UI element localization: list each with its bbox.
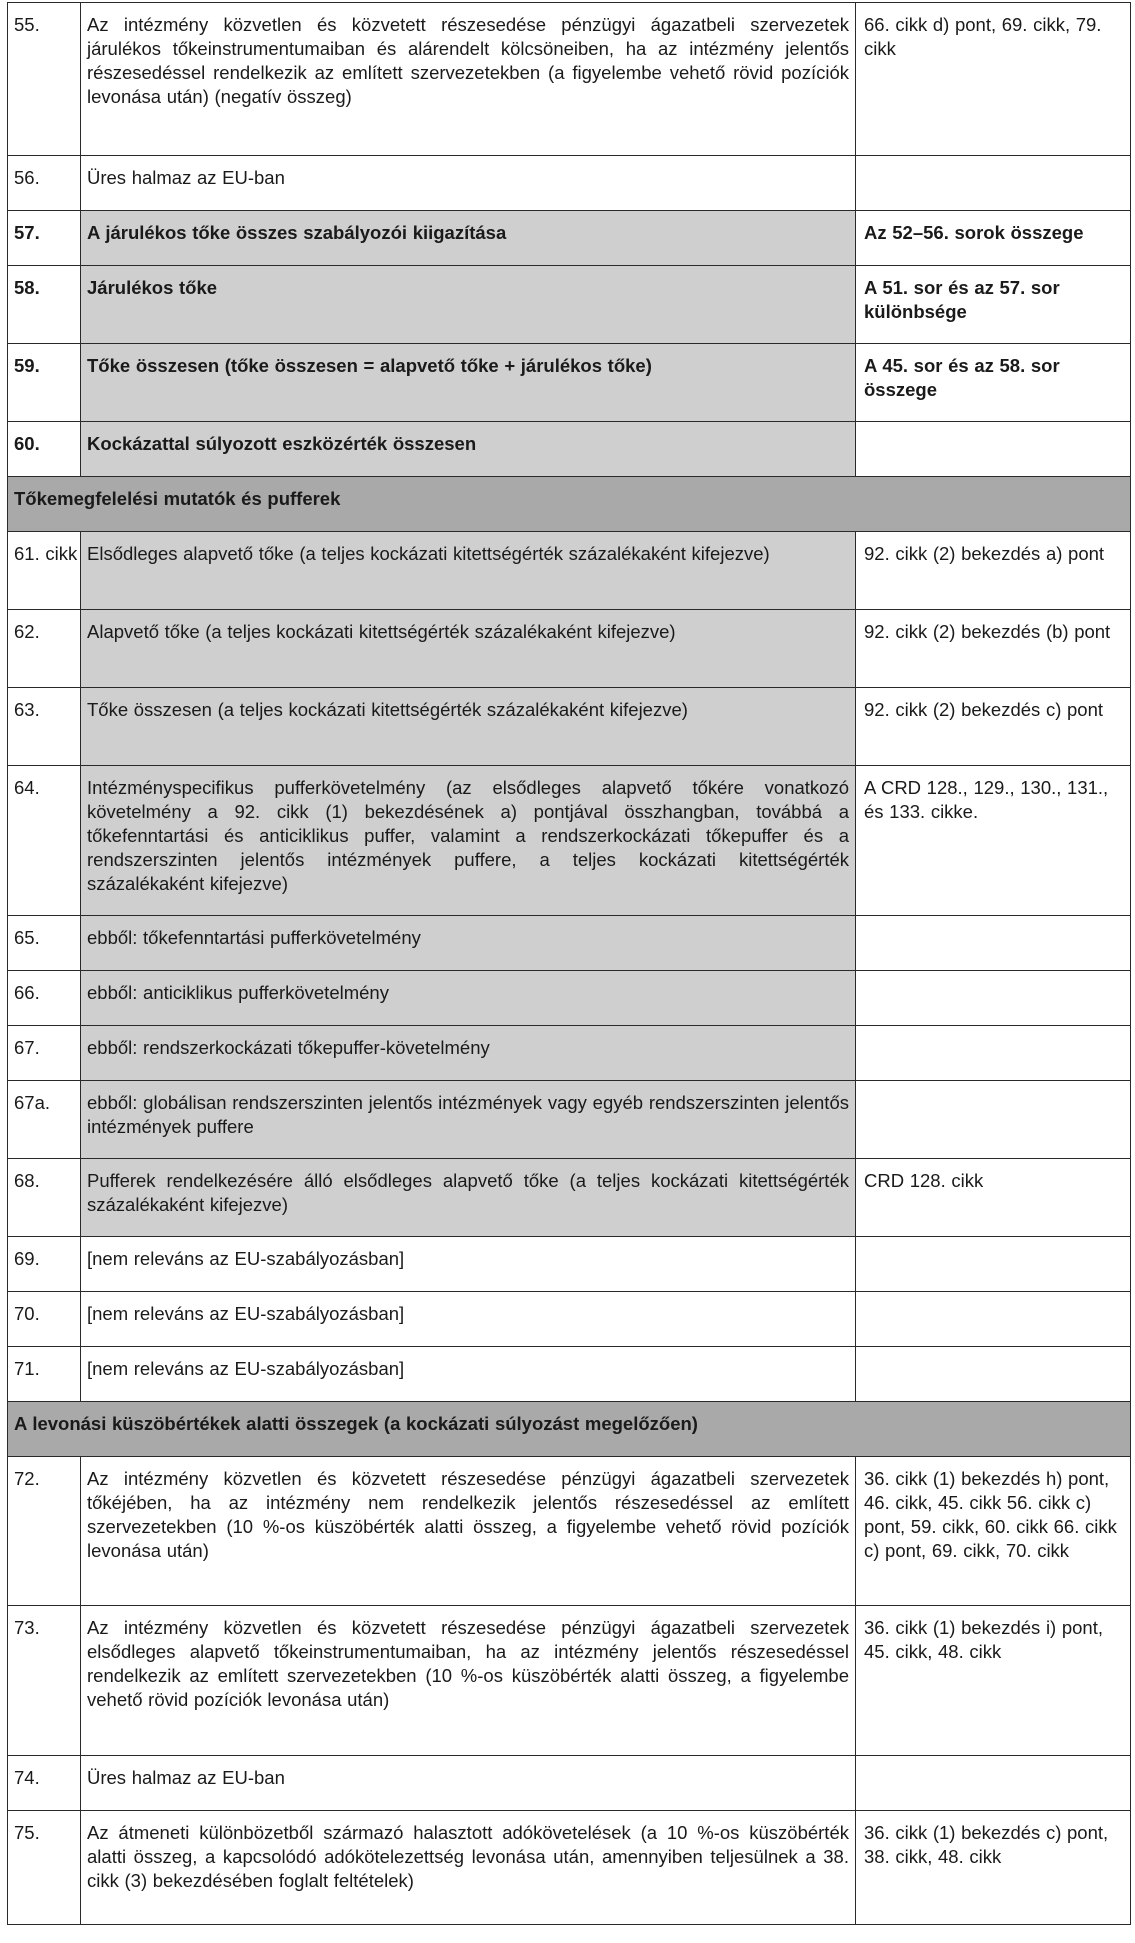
row-description: Üres halmaz az EU-ban — [81, 156, 856, 211]
row-number: 59. — [8, 344, 81, 422]
row-number: 56. — [8, 156, 81, 211]
row-description: Kockázattal súlyozott eszközérték összesen — [81, 422, 856, 477]
regulatory-capital-table — [7, 2, 1131, 1925]
row-legal-reference — [856, 422, 1131, 477]
row-description: Üres halmaz az EU-ban — [81, 1756, 856, 1811]
row-legal-reference: Az 52–56. sorok összege — [856, 211, 1131, 266]
row-number: 65. — [8, 916, 81, 971]
row-description: Járulékos tőke — [81, 266, 856, 344]
row-description: [nem releváns az EU-szabályozásban] — [81, 1292, 856, 1347]
row-number: 63. — [8, 688, 81, 766]
table-row — [8, 1237, 1131, 1292]
row-number: 71. — [8, 1347, 81, 1402]
row-legal-reference — [856, 1026, 1131, 1081]
table-row — [8, 211, 1131, 266]
row-legal-reference — [856, 1292, 1131, 1347]
row-number: 58. — [8, 266, 81, 344]
row-number: 73. — [8, 1606, 81, 1756]
row-legal-reference: 36. cikk (1) bekezdés i) pont, 45. cikk, 48. cikk — [856, 1606, 1131, 1756]
row-description: Az átmeneti különbözetből származó halasztott adókövetelések (a 10 %-os küszöbérték alatti összeg, a kapcsolódó adókötelezettség levonása után, amennyiben teljesülnek a 38. cikk (3) bekezdésében foglalt feltételek) — [81, 1811, 856, 1925]
row-number: 61. cikk — [8, 532, 81, 610]
row-legal-reference: 36. cikk (1) bekezdés c) pont, 38. cikk, 48. cikk — [856, 1811, 1131, 1925]
table-row — [8, 1457, 1131, 1606]
row-number: 69. — [8, 1237, 81, 1292]
table-row — [8, 1159, 1131, 1237]
row-legal-reference: 92. cikk (2) bekezdés a) pont — [856, 532, 1131, 610]
table-row — [8, 971, 1131, 1026]
row-description: Pufferek rendelkezésére álló elsődleges alapvető tőke (a teljes kockázati kitettségérték százalékaként kifejezve) — [81, 1159, 856, 1237]
table-row — [8, 1756, 1131, 1811]
row-description: ebből: tőkefenntartási pufferkövetelmény — [81, 916, 856, 971]
row-legal-reference — [856, 1347, 1131, 1402]
table-row — [8, 266, 1131, 344]
row-number: 62. — [8, 610, 81, 688]
row-legal-reference — [856, 1237, 1131, 1292]
row-description: Az intézmény közvetlen és közvetett részesedése pénzügyi ágazatbeli szervezetek tőkéjében, ha az intézmény nem rendelkezik jelentős részesedéssel az említett szervezetekben (10 %-os küszöbérték alatti összeg, a figyelembe vehető rövid pozíciók levonása után) — [81, 1457, 856, 1606]
table-row — [8, 422, 1131, 477]
row-legal-reference — [856, 156, 1131, 211]
row-legal-reference — [856, 1756, 1131, 1811]
table-row — [8, 1811, 1131, 1925]
row-number: 66. — [8, 971, 81, 1026]
row-description: Tőke összesen (a teljes kockázati kitettségérték százalékaként kifejezve) — [81, 688, 856, 766]
row-legal-reference: 66. cikk d) pont, 69. cikk, 79. cikk — [856, 3, 1131, 156]
row-number: 70. — [8, 1292, 81, 1347]
table-row — [8, 1292, 1131, 1347]
row-description: Intézményspecifikus pufferkövetelmény (az elsődleges alapvető tőkére vonatkozó követelmény a 92. cikk (1) bekezdésének a) pontjával összhangban, továbbá a tőkefenntartási és anticiklikus puffer, valamint a rendszerkockázati tőkepuffer és a rendszerszinten jelentős intézmények puffere, a teljes kockázati kitettségérték százalékaként kifejezve) — [81, 766, 856, 916]
row-description: [nem releváns az EU-szabályozásban] — [81, 1347, 856, 1402]
table-row — [8, 1026, 1131, 1081]
row-description: ebből: anticiklikus pufferkövetelmény — [81, 971, 856, 1026]
section-title: Tőkemegfelelési mutatók és pufferek — [8, 477, 1131, 532]
table-row — [8, 688, 1131, 766]
row-description: ebből: globálisan rendszerszinten jelentős intézmények vagy egyéb rendszerszinten jelentős intézmények puffere — [81, 1081, 856, 1159]
table-row — [8, 1081, 1131, 1159]
row-legal-reference — [856, 971, 1131, 1026]
row-number: 75. — [8, 1811, 81, 1925]
table-row — [8, 344, 1131, 422]
row-description: A járulékos tőke összes szabályozói kiigazítása — [81, 211, 856, 266]
row-description: Az intézmény közvetlen és közvetett részesedése pénzügyi ágazatbeli szervezetek járulékos tőkeinstrumentumaiban és alárendelt kölcsöneiben, ha az intézmény jelentős részesedéssel rendelkezik az említett szervezetekben (a figyelembe vehető rövid pozíciók levonása után) (negatív összeg) — [81, 3, 856, 156]
table-row — [8, 916, 1131, 971]
row-number: 72. — [8, 1457, 81, 1606]
row-number: 68. — [8, 1159, 81, 1237]
row-description: Az intézmény közvetlen és közvetett részesedése pénzügyi ágazatbeli szervezetek elsődleges alapvető tőkeinstrumentumaiban, ha az intézmény jelentős részesedéssel rendelkezik az említett szervezetekben (10 %-os küszöbérték alatti összeg, a figyelembe vehető rövid pozíciók levonása után) — [81, 1606, 856, 1756]
row-legal-reference: A 51. sor és az 57. sor különbsége — [856, 266, 1131, 344]
row-legal-reference: A 45. sor és az 58. sor összege — [856, 344, 1131, 422]
row-number: 57. — [8, 211, 81, 266]
table-body — [8, 3, 1131, 1925]
table-row — [8, 766, 1131, 916]
row-legal-reference: 92. cikk (2) bekezdés c) pont — [856, 688, 1131, 766]
section-header-row — [8, 477, 1131, 532]
row-number: 74. — [8, 1756, 81, 1811]
row-description: ebből: rendszerkockázati tőkepuffer-követelmény — [81, 1026, 856, 1081]
row-legal-reference — [856, 916, 1131, 971]
row-description: Tőke összesen (tőke összesen = alapvető tőke + járulékos tőke) — [81, 344, 856, 422]
row-description: [nem releváns az EU-szabályozásban] — [81, 1237, 856, 1292]
row-legal-reference: CRD 128. cikk — [856, 1159, 1131, 1237]
row-legal-reference — [856, 1081, 1131, 1159]
row-legal-reference: 36. cikk (1) bekezdés h) pont, 46. cikk, 45. cikk 56. cikk c) pont, 59. cikk, 60. cikk 66. cikk c) pont, 69. cikk, 70. cikk — [856, 1457, 1131, 1606]
table-row — [8, 532, 1131, 610]
row-number: 64. — [8, 766, 81, 916]
section-title: A levonási küszöbértékek alatti összegek (a kockázati súlyozást megelőzően) — [8, 1402, 1131, 1457]
table-row — [8, 3, 1131, 156]
table-row — [8, 1606, 1131, 1756]
row-number: 60. — [8, 422, 81, 477]
row-legal-reference: 92. cikk (2) bekezdés (b) pont — [856, 610, 1131, 688]
table-row — [8, 156, 1131, 211]
row-description: Elsődleges alapvető tőke (a teljes kockázati kitettségérték százalékaként kifejezve) — [81, 532, 856, 610]
row-number: 55. — [8, 3, 81, 156]
section-header-row — [8, 1402, 1131, 1457]
row-number: 67a. — [8, 1081, 81, 1159]
table-row — [8, 1347, 1131, 1402]
row-legal-reference: A CRD 128., 129., 130., 131., és 133. cikke. — [856, 766, 1131, 916]
table-row — [8, 610, 1131, 688]
row-number: 67. — [8, 1026, 81, 1081]
row-description: Alapvető tőke (a teljes kockázati kitettségérték százalékaként kifejezve) — [81, 610, 856, 688]
